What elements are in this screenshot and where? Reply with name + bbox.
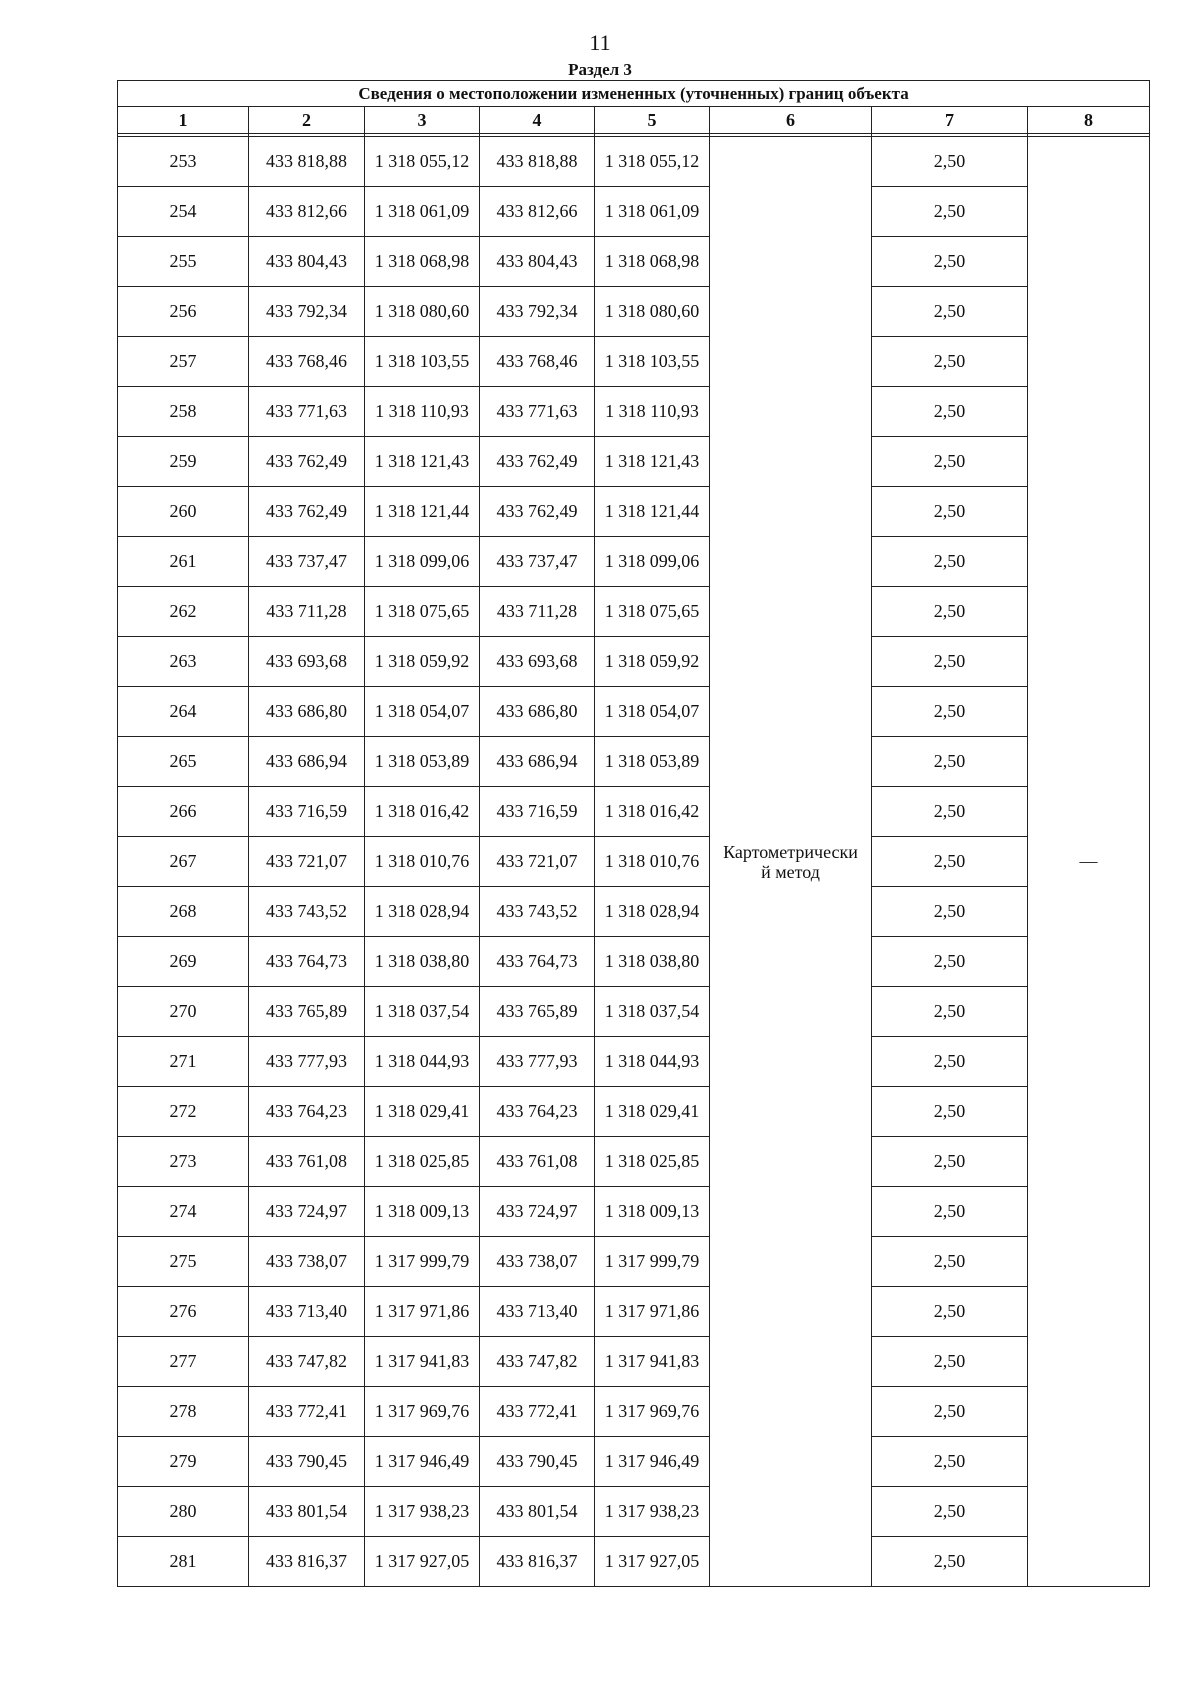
x-existing-cell: 433 762,49	[249, 487, 365, 537]
x-existing-cell: 433 721,07	[249, 837, 365, 887]
y-existing-cell: 1 318 061,09	[365, 187, 480, 237]
x-existing-cell: 433 747,82	[249, 1337, 365, 1387]
x-new-cell: 433 764,73	[480, 937, 595, 987]
point-number-cell: 281	[118, 1537, 249, 1587]
column-number-header: 8	[1028, 107, 1150, 134]
column-number-header: 3	[365, 107, 480, 134]
y-existing-cell: 1 318 121,43	[365, 437, 480, 487]
column-number-header: 2	[249, 107, 365, 134]
x-existing-cell: 433 738,07	[249, 1237, 365, 1287]
table-row	[118, 637, 1150, 687]
table-row	[118, 187, 1150, 237]
x-new-cell: 433 686,80	[480, 687, 595, 737]
accuracy-cell: 2,50	[872, 1487, 1028, 1537]
x-new-cell: 433 711,28	[480, 587, 595, 637]
y-new-cell: 1 318 010,76	[595, 837, 710, 887]
x-new-cell: 433 724,97	[480, 1187, 595, 1237]
x-existing-cell: 433 686,80	[249, 687, 365, 737]
y-existing-cell: 1 318 121,44	[365, 487, 480, 537]
table-row	[118, 1287, 1150, 1337]
y-new-cell: 1 318 121,43	[595, 437, 710, 487]
point-number-cell: 268	[118, 887, 249, 937]
accuracy-cell: 2,50	[872, 487, 1028, 537]
x-existing-cell: 433 743,52	[249, 887, 365, 937]
table-row	[118, 587, 1150, 637]
y-new-cell: 1 318 075,65	[595, 587, 710, 637]
y-new-cell: 1 318 029,41	[595, 1087, 710, 1137]
accuracy-cell: 2,50	[872, 187, 1028, 237]
y-new-cell: 1 318 038,80	[595, 937, 710, 987]
table-row	[118, 337, 1150, 387]
point-number-cell: 264	[118, 687, 249, 737]
x-new-cell: 433 737,47	[480, 537, 595, 587]
table-row	[118, 1037, 1150, 1087]
y-new-cell: 1 318 061,09	[595, 187, 710, 237]
x-new-cell: 433 816,37	[480, 1537, 595, 1587]
table-row	[118, 1337, 1150, 1387]
column-number-header: 4	[480, 107, 595, 134]
x-existing-cell: 433 711,28	[249, 587, 365, 637]
x-new-cell: 433 768,46	[480, 337, 595, 387]
x-existing-cell: 433 792,34	[249, 287, 365, 337]
point-number-cell: 255	[118, 237, 249, 287]
accuracy-cell: 2,50	[872, 1537, 1028, 1587]
section-title: Раздел 3	[568, 60, 632, 79]
table-row	[118, 737, 1150, 787]
accuracy-cell: 2,50	[872, 1237, 1028, 1287]
y-existing-cell: 1 318 010,76	[365, 837, 480, 887]
accuracy-cell: 2,50	[872, 1137, 1028, 1187]
table-row	[118, 1487, 1150, 1537]
table-row	[118, 687, 1150, 737]
table-row	[118, 987, 1150, 1037]
y-existing-cell: 1 318 099,06	[365, 537, 480, 587]
x-new-cell: 433 772,41	[480, 1387, 595, 1437]
column-number-header: 7	[872, 107, 1028, 134]
x-existing-cell: 433 768,46	[249, 337, 365, 387]
point-number-cell: 270	[118, 987, 249, 1037]
y-existing-cell: 1 318 029,41	[365, 1087, 480, 1137]
x-new-cell: 433 764,23	[480, 1087, 595, 1137]
y-new-cell: 1 318 028,94	[595, 887, 710, 937]
page-number: 11	[589, 30, 611, 55]
accuracy-cell: 2,50	[872, 737, 1028, 787]
x-existing-cell: 433 804,43	[249, 237, 365, 287]
accuracy-cell: 2,50	[872, 1387, 1028, 1437]
table-row	[118, 137, 1150, 187]
y-new-cell: 1 318 009,13	[595, 1187, 710, 1237]
y-existing-cell: 1 318 028,94	[365, 887, 480, 937]
point-number-cell: 276	[118, 1287, 249, 1337]
y-new-cell: 1 317 946,49	[595, 1437, 710, 1487]
x-existing-cell: 433 816,37	[249, 1537, 365, 1587]
point-number-cell: 265	[118, 737, 249, 787]
x-existing-cell: 433 790,45	[249, 1437, 365, 1487]
table-row	[118, 487, 1150, 537]
y-new-cell: 1 317 999,79	[595, 1237, 710, 1287]
table-row	[118, 237, 1150, 287]
x-new-cell: 433 716,59	[480, 787, 595, 837]
x-existing-cell: 433 724,97	[249, 1187, 365, 1237]
x-existing-cell: 433 761,08	[249, 1137, 365, 1187]
accuracy-cell: 2,50	[872, 387, 1028, 437]
accuracy-cell: 2,50	[872, 937, 1028, 987]
y-existing-cell: 1 317 927,05	[365, 1537, 480, 1587]
x-new-cell: 433 747,82	[480, 1337, 595, 1387]
x-new-cell: 433 713,40	[480, 1287, 595, 1337]
y-existing-cell: 1 317 946,49	[365, 1437, 480, 1487]
point-number-cell: 271	[118, 1037, 249, 1087]
x-new-cell: 433 818,88	[480, 137, 595, 187]
point-number-cell: 260	[118, 487, 249, 537]
table-row	[118, 1087, 1150, 1137]
y-existing-cell: 1 318 055,12	[365, 137, 480, 187]
point-number-cell: 258	[118, 387, 249, 437]
point-number-cell: 254	[118, 187, 249, 237]
y-new-cell: 1 318 059,92	[595, 637, 710, 687]
accuracy-cell: 2,50	[872, 887, 1028, 937]
y-existing-cell: 1 317 941,83	[365, 1337, 480, 1387]
accuracy-cell: 2,50	[872, 1187, 1028, 1237]
accuracy-cell: 2,50	[872, 637, 1028, 687]
method-line-1: Картометрически	[723, 841, 858, 862]
table-row	[118, 1537, 1150, 1587]
point-number-cell: 257	[118, 337, 249, 387]
x-new-cell: 433 762,49	[480, 437, 595, 487]
y-new-cell: 1 318 044,93	[595, 1037, 710, 1087]
point-number-cell: 278	[118, 1387, 249, 1437]
column-number-header: 5	[595, 107, 710, 134]
table-row	[118, 287, 1150, 337]
x-new-cell: 433 721,07	[480, 837, 595, 887]
y-existing-cell: 1 318 037,54	[365, 987, 480, 1037]
accuracy-cell: 2,50	[872, 237, 1028, 287]
y-existing-cell: 1 317 938,23	[365, 1487, 480, 1537]
point-number-cell: 277	[118, 1337, 249, 1387]
x-existing-cell: 433 801,54	[249, 1487, 365, 1537]
point-number-cell: 261	[118, 537, 249, 587]
y-existing-cell: 1 318 053,89	[365, 737, 480, 787]
method-cell	[710, 137, 872, 1587]
x-new-cell: 433 743,52	[480, 887, 595, 937]
x-existing-cell: 433 737,47	[249, 537, 365, 587]
table-row	[118, 437, 1150, 487]
x-existing-cell: 433 764,73	[249, 937, 365, 987]
x-existing-cell: 433 777,93	[249, 1037, 365, 1087]
accuracy-cell: 2,50	[872, 1287, 1028, 1337]
method-line-2: й метод	[761, 861, 820, 882]
table-row	[118, 937, 1150, 987]
x-existing-cell: 433 764,23	[249, 1087, 365, 1137]
y-existing-cell: 1 318 059,92	[365, 637, 480, 687]
x-existing-cell: 433 772,41	[249, 1387, 365, 1437]
point-number-cell: 272	[118, 1087, 249, 1137]
y-existing-cell: 1 317 999,79	[365, 1237, 480, 1287]
y-existing-cell: 1 318 080,60	[365, 287, 480, 337]
y-new-cell: 1 317 927,05	[595, 1537, 710, 1587]
accuracy-cell: 2,50	[872, 1437, 1028, 1487]
accuracy-cell: 2,50	[872, 587, 1028, 637]
y-new-cell: 1 318 121,44	[595, 487, 710, 537]
x-new-cell: 433 792,34	[480, 287, 595, 337]
x-existing-cell: 433 716,59	[249, 787, 365, 837]
accuracy-cell: 2,50	[872, 337, 1028, 387]
x-new-cell: 433 801,54	[480, 1487, 595, 1537]
y-existing-cell: 1 318 044,93	[365, 1037, 480, 1087]
x-existing-cell: 433 762,49	[249, 437, 365, 487]
point-number-cell: 262	[118, 587, 249, 637]
accuracy-cell: 2,50	[872, 437, 1028, 487]
accuracy-cell: 2,50	[872, 1037, 1028, 1087]
boundary-coordinates-table	[117, 80, 1150, 1587]
table-row	[118, 887, 1150, 937]
point-number-cell: 269	[118, 937, 249, 987]
y-existing-cell: 1 318 038,80	[365, 937, 480, 987]
accuracy-cell: 2,50	[872, 137, 1028, 187]
y-new-cell: 1 318 016,42	[595, 787, 710, 837]
x-existing-cell: 433 812,66	[249, 187, 365, 237]
x-new-cell: 433 777,93	[480, 1037, 595, 1087]
column-number-header: 1	[118, 107, 249, 134]
y-existing-cell: 1 318 009,13	[365, 1187, 480, 1237]
point-number-cell: 275	[118, 1237, 249, 1287]
x-new-cell: 433 686,94	[480, 737, 595, 787]
point-number-cell: 256	[118, 287, 249, 337]
x-existing-cell: 433 713,40	[249, 1287, 365, 1337]
column-number-header: 6	[710, 107, 872, 134]
point-number-cell: 273	[118, 1137, 249, 1187]
table-caption: Сведения о местоположении измененных (уточненных) границ объекта	[118, 81, 1150, 107]
y-existing-cell: 1 318 103,55	[365, 337, 480, 387]
point-number-cell: 267	[118, 837, 249, 887]
y-new-cell: 1 318 054,07	[595, 687, 710, 737]
y-existing-cell: 1 318 016,42	[365, 787, 480, 837]
x-new-cell: 433 804,43	[480, 237, 595, 287]
y-new-cell: 1 317 969,76	[595, 1387, 710, 1437]
x-existing-cell: 433 693,68	[249, 637, 365, 687]
x-existing-cell: 433 765,89	[249, 987, 365, 1037]
y-new-cell: 1 317 938,23	[595, 1487, 710, 1537]
y-new-cell: 1 318 068,98	[595, 237, 710, 287]
x-new-cell: 433 693,68	[480, 637, 595, 687]
y-new-cell: 1 317 971,86	[595, 1287, 710, 1337]
table-row	[118, 387, 1150, 437]
point-number-cell: 253	[118, 137, 249, 187]
table-row	[118, 787, 1150, 837]
y-existing-cell: 1 317 969,76	[365, 1387, 480, 1437]
y-existing-cell: 1 318 025,85	[365, 1137, 480, 1187]
accuracy-cell: 2,50	[872, 287, 1028, 337]
table-row	[118, 1237, 1150, 1287]
y-new-cell: 1 318 037,54	[595, 987, 710, 1037]
accuracy-cell: 2,50	[872, 1337, 1028, 1387]
accuracy-cell: 2,50	[872, 987, 1028, 1037]
x-new-cell: 433 771,63	[480, 387, 595, 437]
x-new-cell: 433 762,49	[480, 487, 595, 537]
point-number-cell: 263	[118, 637, 249, 687]
accuracy-cell: 2,50	[872, 787, 1028, 837]
y-existing-cell: 1 318 075,65	[365, 587, 480, 637]
table-row	[118, 1137, 1150, 1187]
point-number-cell: 280	[118, 1487, 249, 1537]
point-number-cell: 274	[118, 1187, 249, 1237]
table-row	[118, 537, 1150, 587]
accuracy-cell: 2,50	[872, 837, 1028, 887]
x-new-cell: 433 790,45	[480, 1437, 595, 1487]
y-existing-cell: 1 318 054,07	[365, 687, 480, 737]
x-existing-cell: 433 686,94	[249, 737, 365, 787]
x-existing-cell: 433 818,88	[249, 137, 365, 187]
point-number-cell: 266	[118, 787, 249, 837]
x-existing-cell: 433 771,63	[249, 387, 365, 437]
y-new-cell: 1 318 053,89	[595, 737, 710, 787]
table-row	[118, 1437, 1150, 1487]
accuracy-cell: 2,50	[872, 1087, 1028, 1137]
y-new-cell: 1 318 080,60	[595, 287, 710, 337]
y-new-cell: 1 318 110,93	[595, 387, 710, 437]
table-row	[118, 1387, 1150, 1437]
x-new-cell: 433 738,07	[480, 1237, 595, 1287]
y-existing-cell: 1 318 068,98	[365, 237, 480, 287]
y-existing-cell: 1 318 110,93	[365, 387, 480, 437]
y-new-cell: 1 317 941,83	[595, 1337, 710, 1387]
y-new-cell: 1 318 055,12	[595, 137, 710, 187]
x-new-cell: 433 765,89	[480, 987, 595, 1037]
y-new-cell: 1 318 103,55	[595, 337, 710, 387]
x-new-cell: 433 761,08	[480, 1137, 595, 1187]
accuracy-cell: 2,50	[872, 687, 1028, 737]
table-row	[118, 837, 1150, 887]
y-existing-cell: 1 317 971,86	[365, 1287, 480, 1337]
point-number-cell: 279	[118, 1437, 249, 1487]
accuracy-cell: 2,50	[872, 537, 1028, 587]
column-8-cell: —	[1028, 137, 1150, 1587]
table-row	[118, 1187, 1150, 1237]
x-new-cell: 433 812,66	[480, 187, 595, 237]
point-number-cell: 259	[118, 437, 249, 487]
y-new-cell: 1 318 025,85	[595, 1137, 710, 1187]
y-new-cell: 1 318 099,06	[595, 537, 710, 587]
